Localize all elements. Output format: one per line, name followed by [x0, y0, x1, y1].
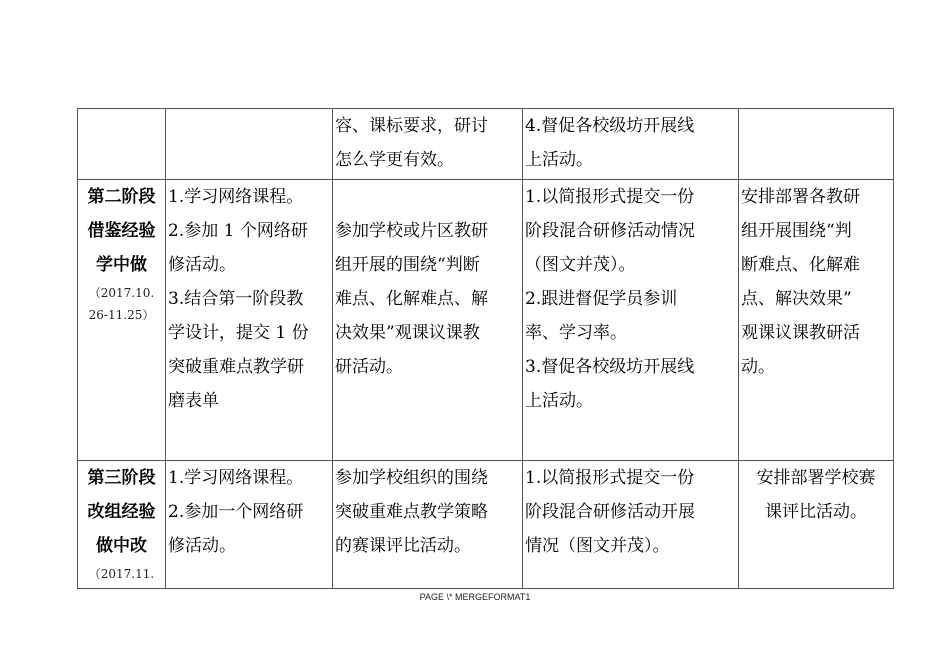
- cell-line: （图文并茂）。: [525, 255, 636, 275]
- training-plan-table: [77, 108, 894, 589]
- stage-title-line: 第二阶段: [87, 187, 156, 207]
- activity-cell: [333, 461, 523, 589]
- cell-line: 修活动。: [168, 255, 236, 275]
- cell-line: 率、学习率。: [525, 323, 627, 343]
- stage-cell: [78, 461, 166, 589]
- cell-line: 怎么学更有效。: [335, 150, 454, 170]
- cell-line: 2.参加 1 个网络研: [168, 221, 308, 241]
- stage-date-line: （2017.11.: [88, 567, 155, 581]
- stage-date-line: （2017.10.: [88, 286, 155, 300]
- cell-line: 学设计，提交 1 份: [168, 323, 309, 343]
- learning-cell: [166, 180, 333, 461]
- activity-cell: [333, 180, 523, 461]
- stage-title-line: 学中做: [96, 255, 147, 275]
- cell-line: 1.以简报形式提交一份: [525, 187, 695, 207]
- stage-title-line: 改组经验: [87, 502, 156, 522]
- cell-line: 4.督促各校级坊开展线: [525, 116, 695, 136]
- stage-title-line: 第三阶段: [87, 468, 156, 488]
- cell-line: 的赛课评比活动。: [335, 536, 471, 556]
- cell-line: 研活动。: [335, 357, 403, 377]
- cell-line: 阶段混合研修活动情况: [525, 221, 695, 241]
- cell-line: 上活动。: [525, 391, 593, 411]
- management-cell: [523, 109, 739, 180]
- cell-line: 安排部署学校赛: [756, 468, 876, 488]
- cell-line: 3.督促各校级坊开展线: [525, 357, 695, 377]
- cell-line: 2.参加一个网络研: [168, 502, 304, 522]
- cell-line: 参加学校组织的围绕: [335, 468, 488, 488]
- cell-line: 上活动。: [525, 150, 593, 170]
- cell-line: 1.学习网络课程。: [168, 187, 304, 207]
- page-footer: PAGE \* MERGEFORMAT1: [419, 592, 531, 602]
- cell-line: 1.学习网络课程。: [168, 468, 304, 488]
- cell-line: 3.结合第一阶段教: [168, 289, 304, 309]
- table-row: [78, 461, 894, 589]
- cell-line: 观课议课教研活: [741, 323, 860, 343]
- cell-line: 1.以简报形式提交一份: [525, 468, 695, 488]
- cell-line: 决效果”观课议课教: [335, 323, 480, 343]
- cell-line: 安排部署各教研: [741, 187, 860, 207]
- learning-cell: [166, 109, 333, 180]
- cell-line: 参加学校或片区教研: [335, 221, 488, 241]
- cell-line: 点、解决效果”: [741, 289, 852, 309]
- management-cell: [523, 461, 739, 589]
- management-cell: [523, 180, 739, 461]
- table-row: [78, 109, 894, 180]
- cell-line: 难点、化解难点、解: [335, 289, 488, 309]
- cell-line: 组开展围绕“判: [741, 221, 852, 241]
- cell-line: 动。: [741, 357, 775, 377]
- stage-title-line: 借鉴经验: [87, 221, 156, 241]
- cell-line: 断难点、化解难: [741, 255, 860, 275]
- cell-line: 容、课标要求，研讨: [335, 116, 488, 136]
- stage-cell: [78, 180, 166, 461]
- school-cell: [739, 461, 894, 589]
- table-row: [78, 180, 894, 461]
- cell-line: 突破重难点教学策略: [335, 502, 488, 522]
- stage-cell: [78, 109, 166, 180]
- cell-line: 课评比活动。: [765, 502, 867, 522]
- school-cell: [739, 109, 894, 180]
- stage-date-line: 26-11.25）: [88, 308, 155, 322]
- cell-line: 组开展的围绕“判断: [335, 255, 480, 275]
- cell-line: 2.跟进督促学员参训: [525, 289, 678, 309]
- cell-line: 情况（图文并茂）。: [525, 536, 670, 556]
- activity-cell: [333, 109, 523, 180]
- learning-cell: [166, 461, 333, 589]
- cell-line: 突破重难点教学研: [168, 357, 304, 377]
- stage-title-line: 做中改: [96, 536, 147, 556]
- school-cell: [739, 180, 894, 461]
- cell-line: 修活动。: [168, 536, 236, 556]
- cell-line: 阶段混合研修活动开展: [525, 502, 695, 522]
- cell-line: 磨表单: [168, 391, 219, 411]
